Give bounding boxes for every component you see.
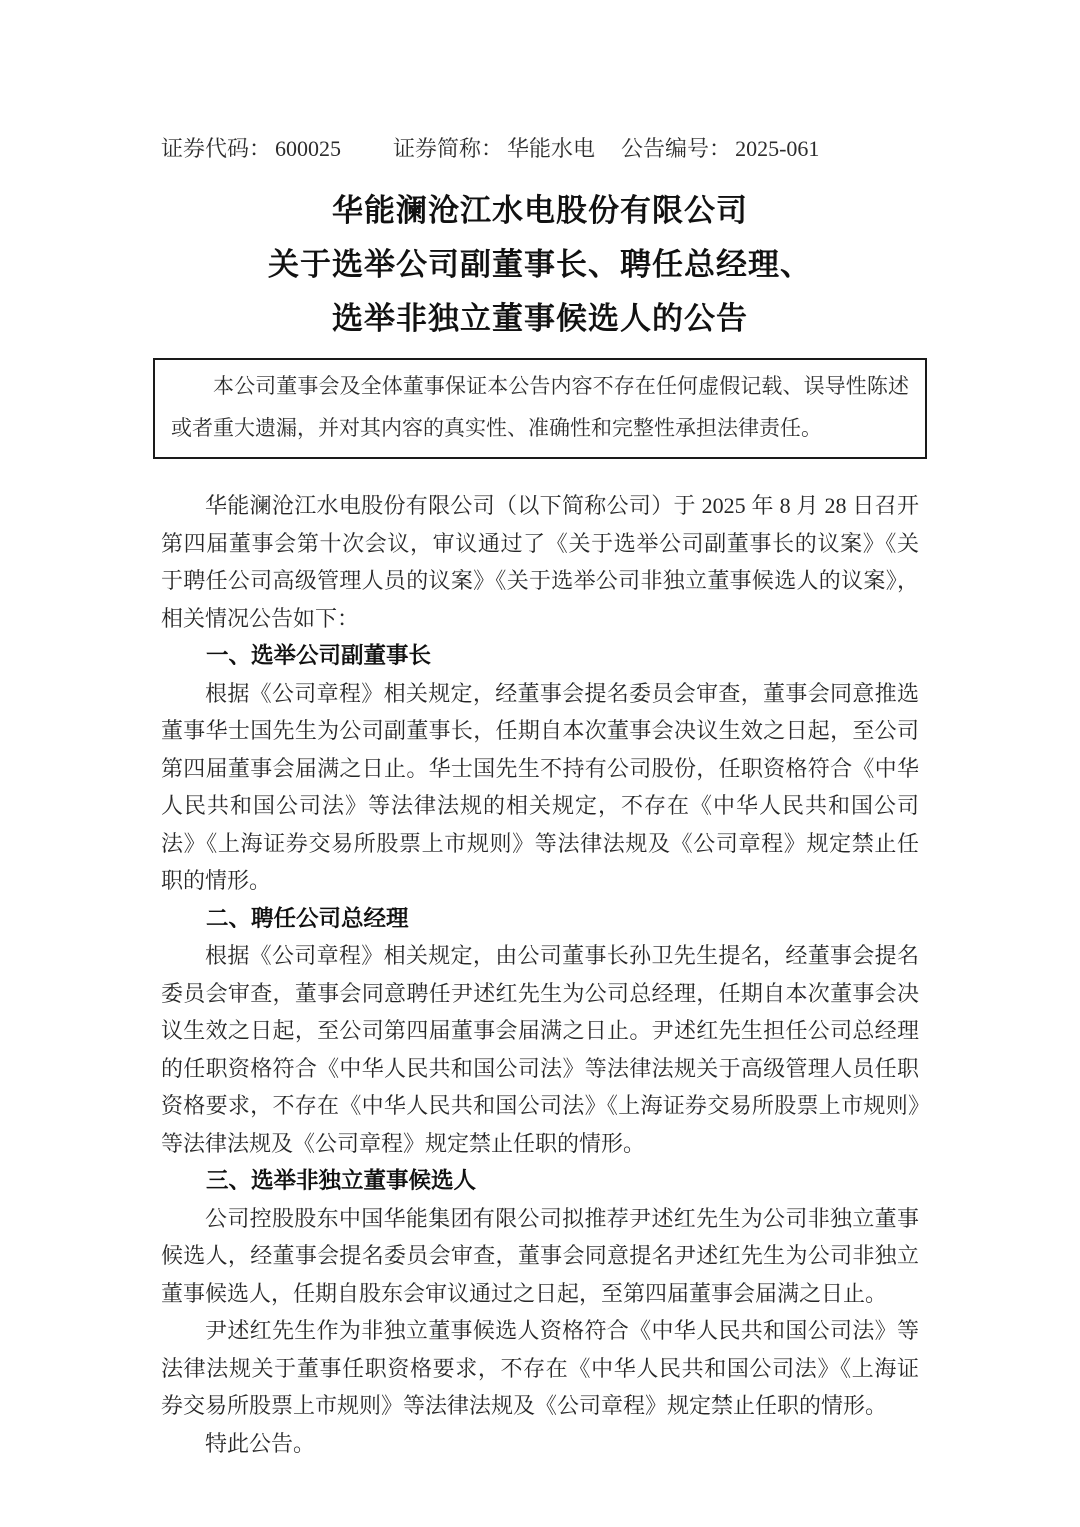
- title-line-company: 华能澜沧江水电股份有限公司: [332, 193, 748, 228]
- announcement-number-segment: [621, 136, 819, 162]
- stock-code-label: 证券代码：: [161, 136, 272, 161]
- section-1-paragraph: 根据《公司章程》相关规定，经董事会提名委员会审查，董事会同意推选董事华士国先生为公司副董事长，任期自本次董事会决议生效之日起，至公司第四届董事会届满之日止。华士国先生不持有公司股份，任职资格符合《中华人民共和国公司法》等法律法规的相关规定，不存在《中华人民共和国公司法》《上海证券交易所股票上市规则》等法律法规及《公司章程》规定禁止任职的情形。: [161, 680, 919, 893]
- title-line-subject-1: 关于选举公司副董事长、聘任总经理、: [268, 247, 812, 282]
- stock-abbr-value: 华能水电: [507, 136, 596, 161]
- document-title: [161, 184, 919, 346]
- title-line-subject-2: 选举非独立董事候选人的公告: [332, 301, 748, 336]
- intro-paragraph: 华能澜沧江水电股份有限公司（以下简称公司）于 2025 年 8 月 28 日召开第四届董事会第十次会议，审议通过了《关于选举公司副董事长的议案》《关于聘任公司高级管理人员的议案》《关于选举公司非独立董事候选人的议案》，相关情况公告如下：: [161, 493, 919, 631]
- announcement-number-label: 公告编号：: [621, 136, 732, 161]
- closing-statement: 特此公告。: [205, 1430, 316, 1456]
- stock-code-segment: [161, 136, 341, 162]
- securities-header-row: [161, 136, 919, 162]
- stock-abbr-label: 证券简称：: [393, 136, 504, 161]
- disclaimer-box: [153, 358, 927, 459]
- stock-code-value: 600025: [275, 136, 342, 161]
- document: [161, 0, 919, 1462]
- announcement-body: [161, 487, 919, 1462]
- section-3-paragraph-1: 公司控股股东中国华能集团有限公司拟推荐尹述红先生为公司非独立董事候选人，经董事会提名委员会审查，董事会同意提名尹述红先生为公司非独立董事候选人，任期自股东会审议通过之日起，至第四届董事会届满之日止。: [161, 1205, 919, 1306]
- section-3-paragraph-2: 尹述红先生作为非独立董事候选人资格符合《中华人民共和国公司法》等法律法规关于董事任职资格要求，不存在《中华人民共和国公司法》《上海证券交易所股票上市规则》等法律法规及《公司章程》规定禁止任职的情形。: [161, 1318, 919, 1418]
- section-2-heading: 二、聘任公司总经理: [206, 905, 409, 931]
- announcement-number-value: 2025-061: [735, 136, 820, 161]
- section-3-heading: 三、选举非独立董事候选人: [206, 1168, 477, 1193]
- disclaimer-text: 本公司董事会及全体董事保证本公告内容不存在任何虚假记载、误导性陈述或者重大遗漏，并对其内容的真实性、准确性和完整性承担法律责任。: [171, 374, 909, 440]
- section-2-paragraph: 根据《公司章程》相关规定，由公司董事长孙卫先生提名，经董事会提名委员会审查，董事会同意聘任尹述红先生为公司总经理，任期自本次董事会决议生效之日起，至公司第四届董事会届满之日止。尹述红先生担任公司总经理的任职资格符合《中华人民共和国公司法》等法律法规关于高级管理人员任职资格要求，不存在《中华人民共和国公司法》《上海证券交易所股票上市规则》等法律法规及《公司章程》规定禁止任职的情形。: [161, 943, 919, 1156]
- section-1-heading: 一、选举公司副董事长: [206, 643, 432, 668]
- stock-abbr-segment: [393, 136, 595, 162]
